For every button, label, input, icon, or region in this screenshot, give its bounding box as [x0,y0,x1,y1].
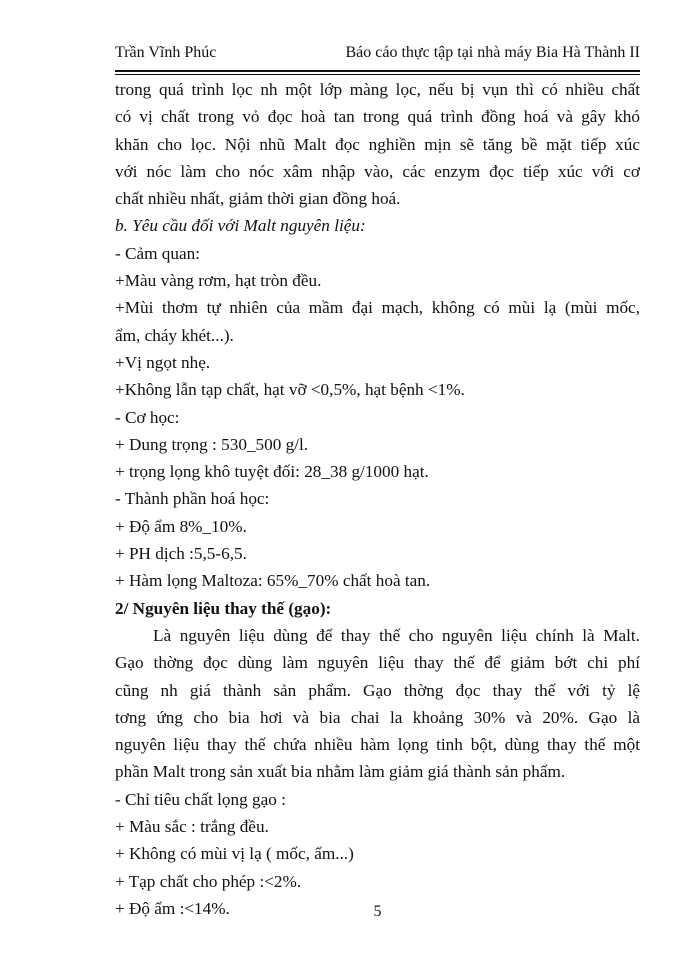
header-title: Báo cáo thực tập tại nhà máy Bia Hà Thành II [345,44,640,61]
text-line: - Cảm quan: [115,243,200,263]
text-line: khăn cho lọc. Nội nhũ Malt đọc nghiền mịn sẽ tăng bề mặt tiếp xúc [115,134,640,154]
text-line: +Mùi thơm tự nhiên của mầm đại mạch, không có mùi lạ (mùi mốc, [115,298,640,318]
text-line: + Không có mùi vị lạ ( mốc, ẩm...) [115,844,354,864]
text-line: cũng nh giá thành sản phẩm. Gạo thờng đọc thay thế với tỷ lệ [115,680,640,700]
document-body [115,76,640,922]
text-line: nguyên liệu thay thế chứa nhiều hàm lọng tinh bột, dùng thay thế một [115,735,640,755]
text-line: phần Malt trong sản xuất bia nhằm làm giảm giá thành sản phẩm. [115,762,566,782]
header-author: Trần Vĩnh Phúc [115,44,217,61]
page-number: 5 [373,903,382,920]
text-line: trong quá trình lọc nh một lớp màng lọc, nếu bị vụn thì có nhiều chất [115,80,640,99]
text-line: + trọng lọng khô tuyệt đối: 28_38 g/1000 hạt. [115,462,429,482]
text-line: - Cơ học: [115,407,180,427]
text-line: với nóc làm cho nóc xâm nhập vào, các enzym đọc tiếp xúc với cơ [115,161,640,181]
text-line: + Hàm lọng Maltoza: 65%_70% chất hoà tan. [115,571,431,591]
text-line: + Độ ẩm 8%_10%. [115,516,247,536]
text-line: + Tạp chất cho phép :<2%. [115,871,302,891]
text-line: chất nhiều nhất, giảm thời gian đồng hoá. [115,189,401,209]
section-heading-2: 2/ Nguyên liệu thay thế (gạo): [115,598,332,618]
header-rule-thick [115,70,640,72]
text-line: + Màu sắc : trắng đều. [115,817,269,837]
header-rule-thin [115,74,640,75]
text-line: - Chỉ tiêu chất lọng gạo : [115,789,286,809]
text-line: ẩm, cháy khét...). [115,325,234,345]
text-line: + PH dịch :5,5-6,5. [115,544,247,564]
section-heading-b: b. Yêu cầu đối với Malt nguyên liệu: [115,216,366,236]
text-line: + Dung trọng : 530_500 g/l. [115,434,309,454]
text-line: - Thành phần hoá học: [115,489,270,509]
text-line: có vị chất trong vỏ đọc hoà tan trong quá trình đồng hoá và gây khó [115,107,640,127]
text-line: +Màu vàng rơm, hạt tròn đều. [115,271,322,291]
text-line: + Độ ẩm :<14%. [115,898,230,918]
text-line: Gạo thờng đọc dùng làm nguyên liệu thay thế để giảm bớt chi phí [115,653,640,673]
text-line: +Không lẫn tạp chất, hạt vỡ <0,5%, hạt bệnh <1%. [115,380,465,400]
text-line: +Vị ngọt nhẹ. [115,352,211,372]
text-line: Là nguyên liệu dùng để thay thế cho nguyên liệu chính là Malt. [153,625,640,645]
text-line: tơng ứng cho bia hơi và bia chai la khoảng 30% và 20%. Gạo là [115,707,640,727]
page-header [115,40,640,70]
